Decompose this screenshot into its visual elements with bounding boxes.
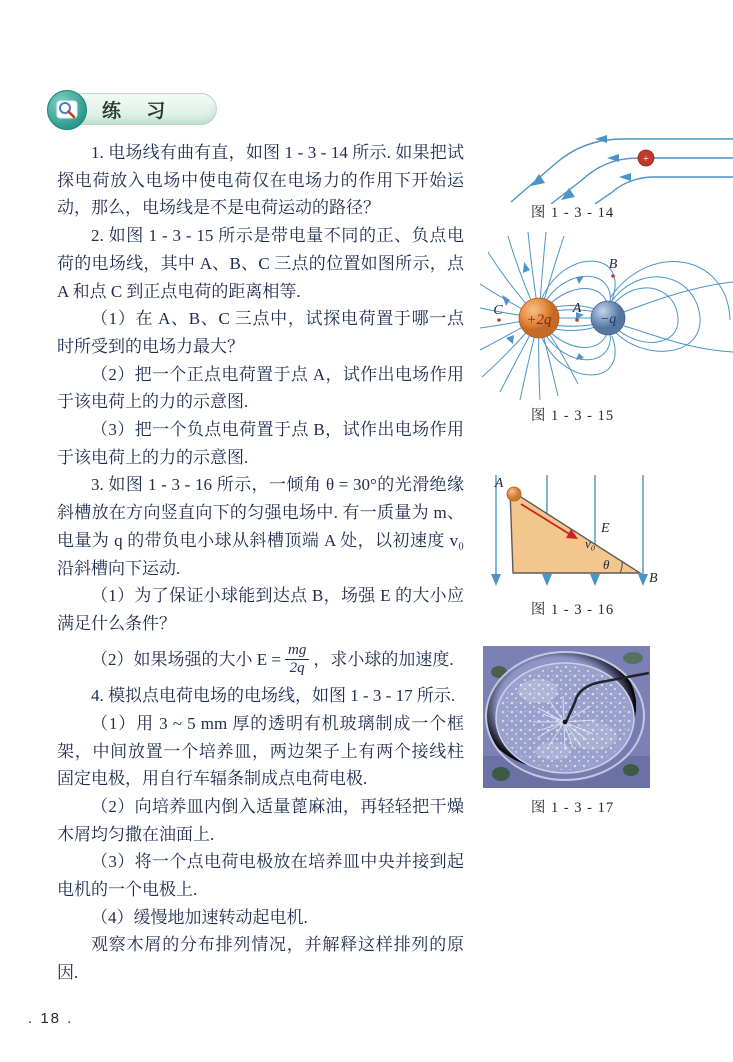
figure-1-3-17-caption: 图 1 - 3 - 17: [530, 800, 615, 816]
formula-prefix: （2）如果场强的大小 E =: [91, 650, 281, 670]
point-a-label: A: [494, 476, 504, 491]
test-charge-plus-sign: +: [642, 153, 650, 165]
formula-suffix: ，求小球的加速度.: [313, 650, 454, 670]
paragraph-q2-1: （1）在 A、B、C 三点中，试探电荷置于哪一点时所受到的电场力最大？: [57, 309, 464, 356]
figure-1-3-14-curved-field-lines: [483, 130, 733, 209]
figure-1-3-14-caption: 图 1 - 3 - 14: [530, 205, 615, 221]
paragraph-q3-1: （1）为了保证小球能到达点 B，场强 E 的大小应满足什么条件？: [57, 586, 464, 633]
paragraph-q4-observe: 观察木屑的分布排列情况，并解释这样排列的原因.: [57, 935, 464, 983]
fraction-denominator: 2q: [285, 659, 309, 677]
negative-charge-label: −q: [599, 312, 617, 327]
figure-1-3-15-caption: 图 1 - 3 - 15: [530, 408, 615, 424]
practice-header-title: 练 习: [102, 101, 176, 122]
paragraph-q2: 2. 如图 1 - 3 - 15 所示是带电量不同的正、负点电荷的电场线，其中 A、B、C 三点的位置如图所示，点 A 和点 C 到正点电荷的距离相等.: [57, 226, 464, 301]
figure-1-3-17-petri-dish-photo: [483, 646, 650, 793]
point-a-dot: [575, 318, 579, 322]
paragraph-q3: 3. 如图 1 - 3 - 16 所示，一倾角 θ = 30°的光滑绝缘斜槽放在方向竖直向下的匀强电场中. 有一质量为 m、电量为 q 的带负电小球从斜槽顶端 A 处，以初速度 v₀ 沿斜槽向下运动.: [57, 475, 464, 578]
paragraph-q4-4: （4）缓慢地加速转动起电机.: [91, 907, 308, 927]
figure-1-3-15-two-charges-field: [480, 232, 733, 405]
paragraph-q4: 4. 模拟点电荷电场的电场线，如图 1 - 3 - 17 所示.: [91, 686, 456, 706]
paragraph-q4-3: （3）将一个点电荷电极放在培养皿中央并接到起电机的一个电极上.: [57, 852, 464, 900]
velocity-label: v₀: [585, 536, 596, 551]
point-b-label: B: [608, 257, 618, 272]
angle-theta-label: θ: [603, 557, 610, 572]
fraction-numerator: mg: [287, 641, 307, 658]
point-b-dot: [611, 274, 615, 278]
paragraph-q1: 1. 电场线有曲有直，如图 1 - 3 - 14 所示. 如果把试探电荷放入电场中使电荷仅在电场力的作用下开始运动，那么，电场线是不是电荷运动的路径？: [57, 143, 464, 218]
figure-1-3-16-incline-in-field: [483, 460, 723, 597]
figure-1-3-16-caption: 图 1 - 3 - 16: [530, 602, 615, 618]
paragraph-q4-2: （2）向培养皿内倒入适量蓖麻油，再轻轻把干燥木屑均匀撒在油面上.: [57, 796, 464, 844]
magnifier-icon: [47, 90, 87, 130]
point-c-dot: [497, 318, 501, 322]
paragraph-q4-1: （1）用 3 ~ 5 mm 厚的透明有机玻璃制成一个框架，中间放置一个培养皿，两边架子上有两个接线柱固定电极，用自行车辐条制成点电荷电极.: [57, 713, 464, 789]
page-number: . 18 .: [28, 1010, 74, 1027]
point-c-label: C: [493, 303, 503, 318]
charged-ball-icon: [507, 487, 521, 501]
incline-triangle: [510, 490, 640, 573]
positive-charge-label: +2q: [526, 312, 552, 328]
point-b-label: B: [649, 571, 658, 586]
exercise-text-column: [57, 139, 464, 987]
paragraph-q2-3: （3）把一个负点电荷置于点 B，试作出电场作用于该电荷上的力的示意图.: [57, 420, 464, 467]
field-strength-label: E: [601, 521, 610, 536]
point-a-label: A: [572, 301, 582, 316]
paragraph-q2-2: （2）把一个正点电荷置于点 A，试作出电场作用于该电荷上的力的示意图.: [57, 364, 464, 412]
paragraph-q3-2-formula: [57, 638, 464, 683]
fraction: [285, 643, 309, 678]
